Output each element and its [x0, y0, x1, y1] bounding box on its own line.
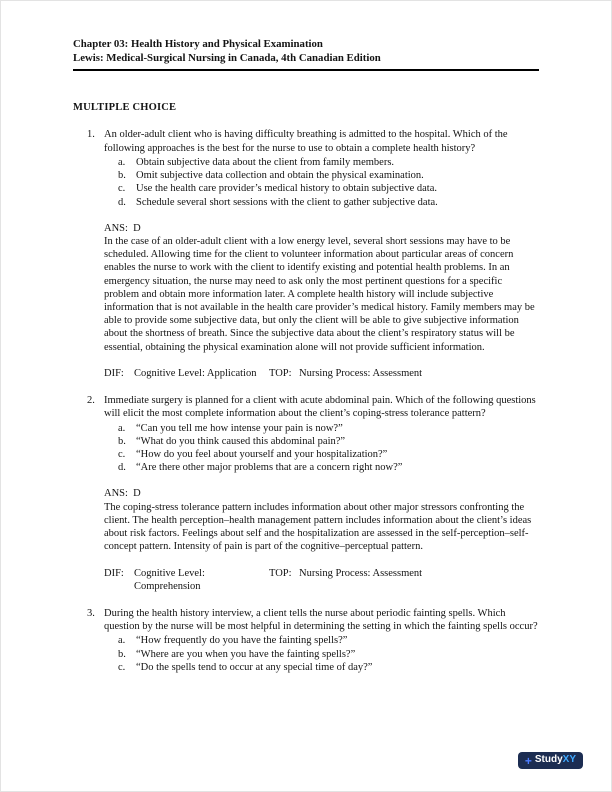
- top-value: Nursing Process: Assessment: [299, 367, 423, 379]
- question-number: 2.: [87, 395, 95, 407]
- question-meta: [104, 367, 539, 380]
- option-text: “Do the spells tend to occur at any special time of day?”: [136, 661, 373, 673]
- option-text: “How do you feel about yourself and your hospitalization?”: [136, 449, 388, 460]
- option-text: “How frequently do you have the fainting spells?”: [136, 635, 348, 647]
- option-letter: c.: [118, 661, 126, 673]
- option-c: [118, 182, 539, 195]
- option-letter: a.: [118, 635, 126, 647]
- option-text: Use the health care provider’s medical history to obtain subjective data.: [136, 183, 437, 195]
- option-text: “Can you tell me how intense your pain is now?”: [136, 422, 343, 434]
- rationale: In the case of an older-adult client with a low energy level, several short sessions may have to be scheduled. Allowing time for the client to volunteer information about particular areas of concern enables the nurse to work with the client to identify existing and potential health problems. In an emergency situation, the nurse may need to ask only the most pertinent questions for a specific problem and obtain more information later. A complete health history will include subjective information that is not available in the health care provider’s medical history. Family members may be able to provide some subjective data, but only the client will be able to give subjective information about the shortness of breath. Since the subjective data about the client’s respiratory status will be essential, obtaining the physical examination alone will not provide sufficient information.: [104, 235, 535, 353]
- answer-line: ANS: D: [104, 488, 141, 500]
- page-header: [73, 38, 539, 71]
- studyxy-logo[interactable]: [518, 752, 583, 769]
- option-letter: d.: [118, 196, 126, 208]
- option-text: “Are there other major problems that are a concern right now?”: [136, 462, 403, 474]
- plus-icon: +: [524, 753, 532, 768]
- dif-value: Cognitive Level: Comprehension: [134, 567, 205, 592]
- option-c: [118, 448, 539, 461]
- answer-block: [104, 487, 539, 553]
- option-text: Omit subjective data collection and obtain the physical examination.: [136, 170, 424, 182]
- option-letter: b.: [118, 170, 126, 182]
- question-meta: [104, 567, 539, 593]
- question-stem-row: [73, 128, 539, 154]
- chapter-title: Chapter 03: Health History and Physical Examination: [73, 38, 323, 50]
- logo-text-study: Study: [534, 754, 563, 766]
- option-text: Obtain subjective data about the client from family members.: [136, 156, 395, 168]
- question-1: [73, 128, 539, 380]
- question-stem: Immediate surgery is planned for a client with acute abdominal pain. Which of the following questions will elicit the most complete information about the client’s coping-stress tolerance pattern?: [104, 395, 536, 420]
- top-value: Nursing Process: Assessment: [299, 567, 423, 579]
- options-list: [73, 156, 539, 209]
- option-b: [118, 435, 539, 448]
- question-number: 3.: [87, 607, 95, 619]
- question-stem-row: [73, 394, 539, 420]
- option-c: [118, 661, 539, 674]
- question-3: [73, 607, 539, 674]
- option-letter: b.: [118, 648, 126, 660]
- option-text: “Where are you when you have the fainting spells?”: [136, 648, 356, 660]
- option-d: [118, 461, 539, 474]
- option-d: [118, 196, 539, 209]
- question-stem-row: [73, 607, 539, 633]
- question-number: 1.: [87, 129, 95, 141]
- top-label: TOP:: [269, 367, 292, 379]
- rationale: The coping-stress tolerance pattern includes information about other major stressors confronting the client. The health perception–health management pattern includes information about the client’s ideas about risk factors. Feelings about self and the hospitalization are assessed in the self-perception–self-concept pattern. Intensity of pain is part of the cognitive–perceptual pattern.: [104, 501, 532, 553]
- option-letter: d.: [118, 462, 126, 474]
- question-2: [73, 394, 539, 593]
- header-divider: [73, 69, 539, 71]
- option-letter: c.: [118, 183, 126, 195]
- dif-label: DIF:: [104, 367, 124, 379]
- options-list: [73, 634, 539, 674]
- dif-value: Cognitive Level: Application: [134, 367, 257, 379]
- logo-text-xy: XY: [562, 754, 576, 766]
- option-b: [118, 648, 539, 661]
- option-text: Schedule several short sessions with the client to gather subjective data.: [136, 196, 438, 208]
- option-a: [118, 634, 539, 647]
- top-label: TOP:: [269, 567, 292, 579]
- answer-line: ANS: D: [104, 222, 141, 234]
- option-letter: b.: [118, 435, 126, 447]
- options-list: [73, 422, 539, 475]
- option-letter: c.: [118, 449, 126, 460]
- book-title: Lewis: Medical-Surgical Nursing in Canada, 4th Canadian Edition: [73, 51, 381, 64]
- question-stem: An older-adult client who is having difficulty breathing is admitted to the hospital. Which of the following approaches is the best for the nurse to use to obtain a complete health history?: [104, 129, 508, 154]
- option-a: [118, 422, 539, 435]
- dif-label: DIF:: [104, 567, 124, 579]
- option-text: “What do you think caused this abdominal pain?”: [136, 435, 346, 447]
- question-stem: During the health history interview, a client tells the nurse about periodic fainting spells. Which question by the nurse will be most helpful in determining the setting in which the fainting spells occur?: [104, 607, 538, 633]
- option-b: [118, 169, 539, 182]
- option-letter: a.: [118, 422, 126, 434]
- option-a: [118, 156, 539, 169]
- option-letter: a.: [118, 156, 126, 168]
- section-title: MULTIPLE CHOICE: [73, 102, 177, 114]
- answer-block: [104, 222, 539, 354]
